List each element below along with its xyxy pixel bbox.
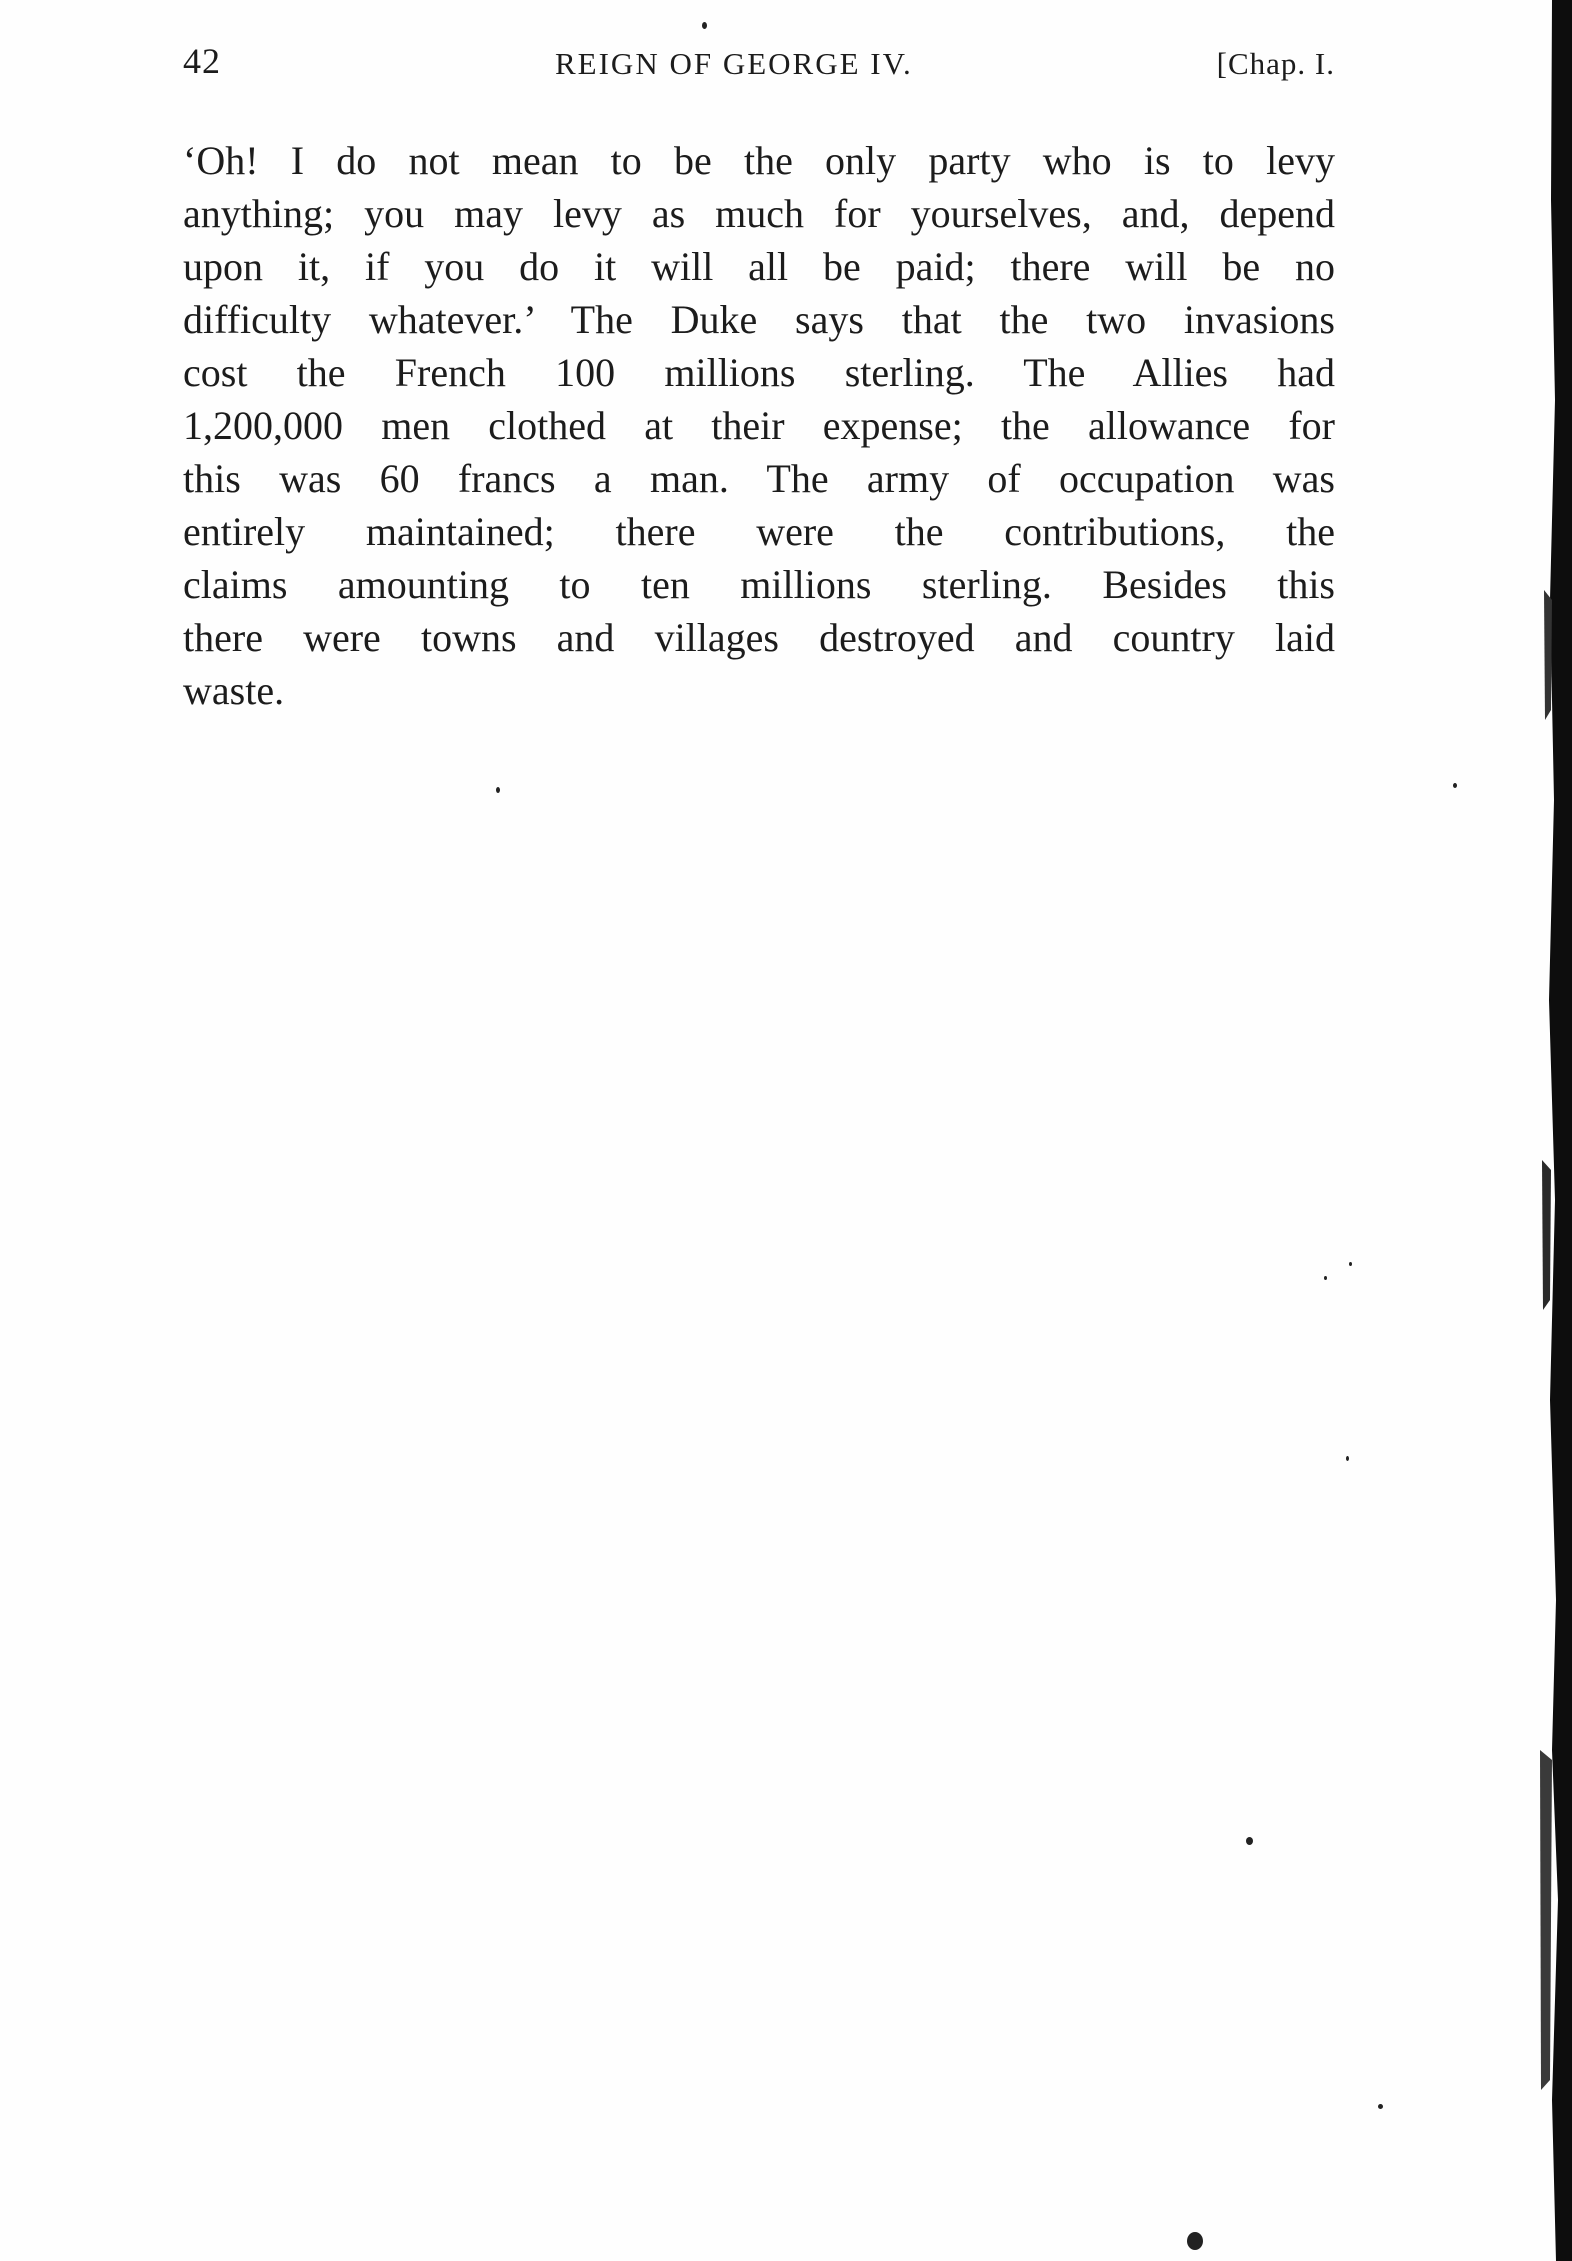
text-line: ‘Oh! I do not mean to be the only party who is to levy	[183, 138, 1335, 183]
page-number: 42	[183, 41, 221, 81]
text-line: claims amounting to ten millions sterling. Besides this	[183, 562, 1335, 607]
running-title: REIGN OF GEORGE IV.	[555, 46, 913, 81]
scan-speck	[496, 787, 500, 793]
body-paragraph	[183, 134, 1335, 717]
text-line: there were towns and villages destroyed and country laid	[183, 615, 1335, 660]
chapter-reference: [Chap. I.	[1216, 46, 1335, 81]
binding-shadow	[1522, 0, 1572, 2261]
scan-speck	[1187, 2232, 1203, 2250]
scan-speck	[1246, 1837, 1253, 1845]
text-line: difficulty whatever.’ The Duke says that the two invasions	[183, 297, 1335, 342]
text-line: waste.	[183, 668, 285, 713]
scan-speck	[1349, 1262, 1352, 1266]
scan-speck	[1346, 1456, 1349, 1461]
text-line: entirely maintained; there were the contributions, the	[183, 509, 1335, 554]
text-line: cost the French 100 millions sterling. The Allies had	[183, 350, 1335, 395]
scan-speck	[1378, 2104, 1383, 2109]
running-header	[183, 40, 1335, 90]
text-line: 1,200,000 men clothed at their expense; the allowance for	[183, 403, 1335, 448]
scan-speck	[1453, 783, 1457, 788]
text-line: this was 60 francs a man. The army of occupation was	[183, 456, 1335, 501]
text-line: upon it, if you do it will all be paid; there will be no	[183, 244, 1335, 289]
scan-speck	[1324, 1276, 1327, 1280]
text-line: anything; you may levy as much for yourselves, and, depend	[183, 191, 1335, 236]
scan-speck	[702, 22, 707, 29]
